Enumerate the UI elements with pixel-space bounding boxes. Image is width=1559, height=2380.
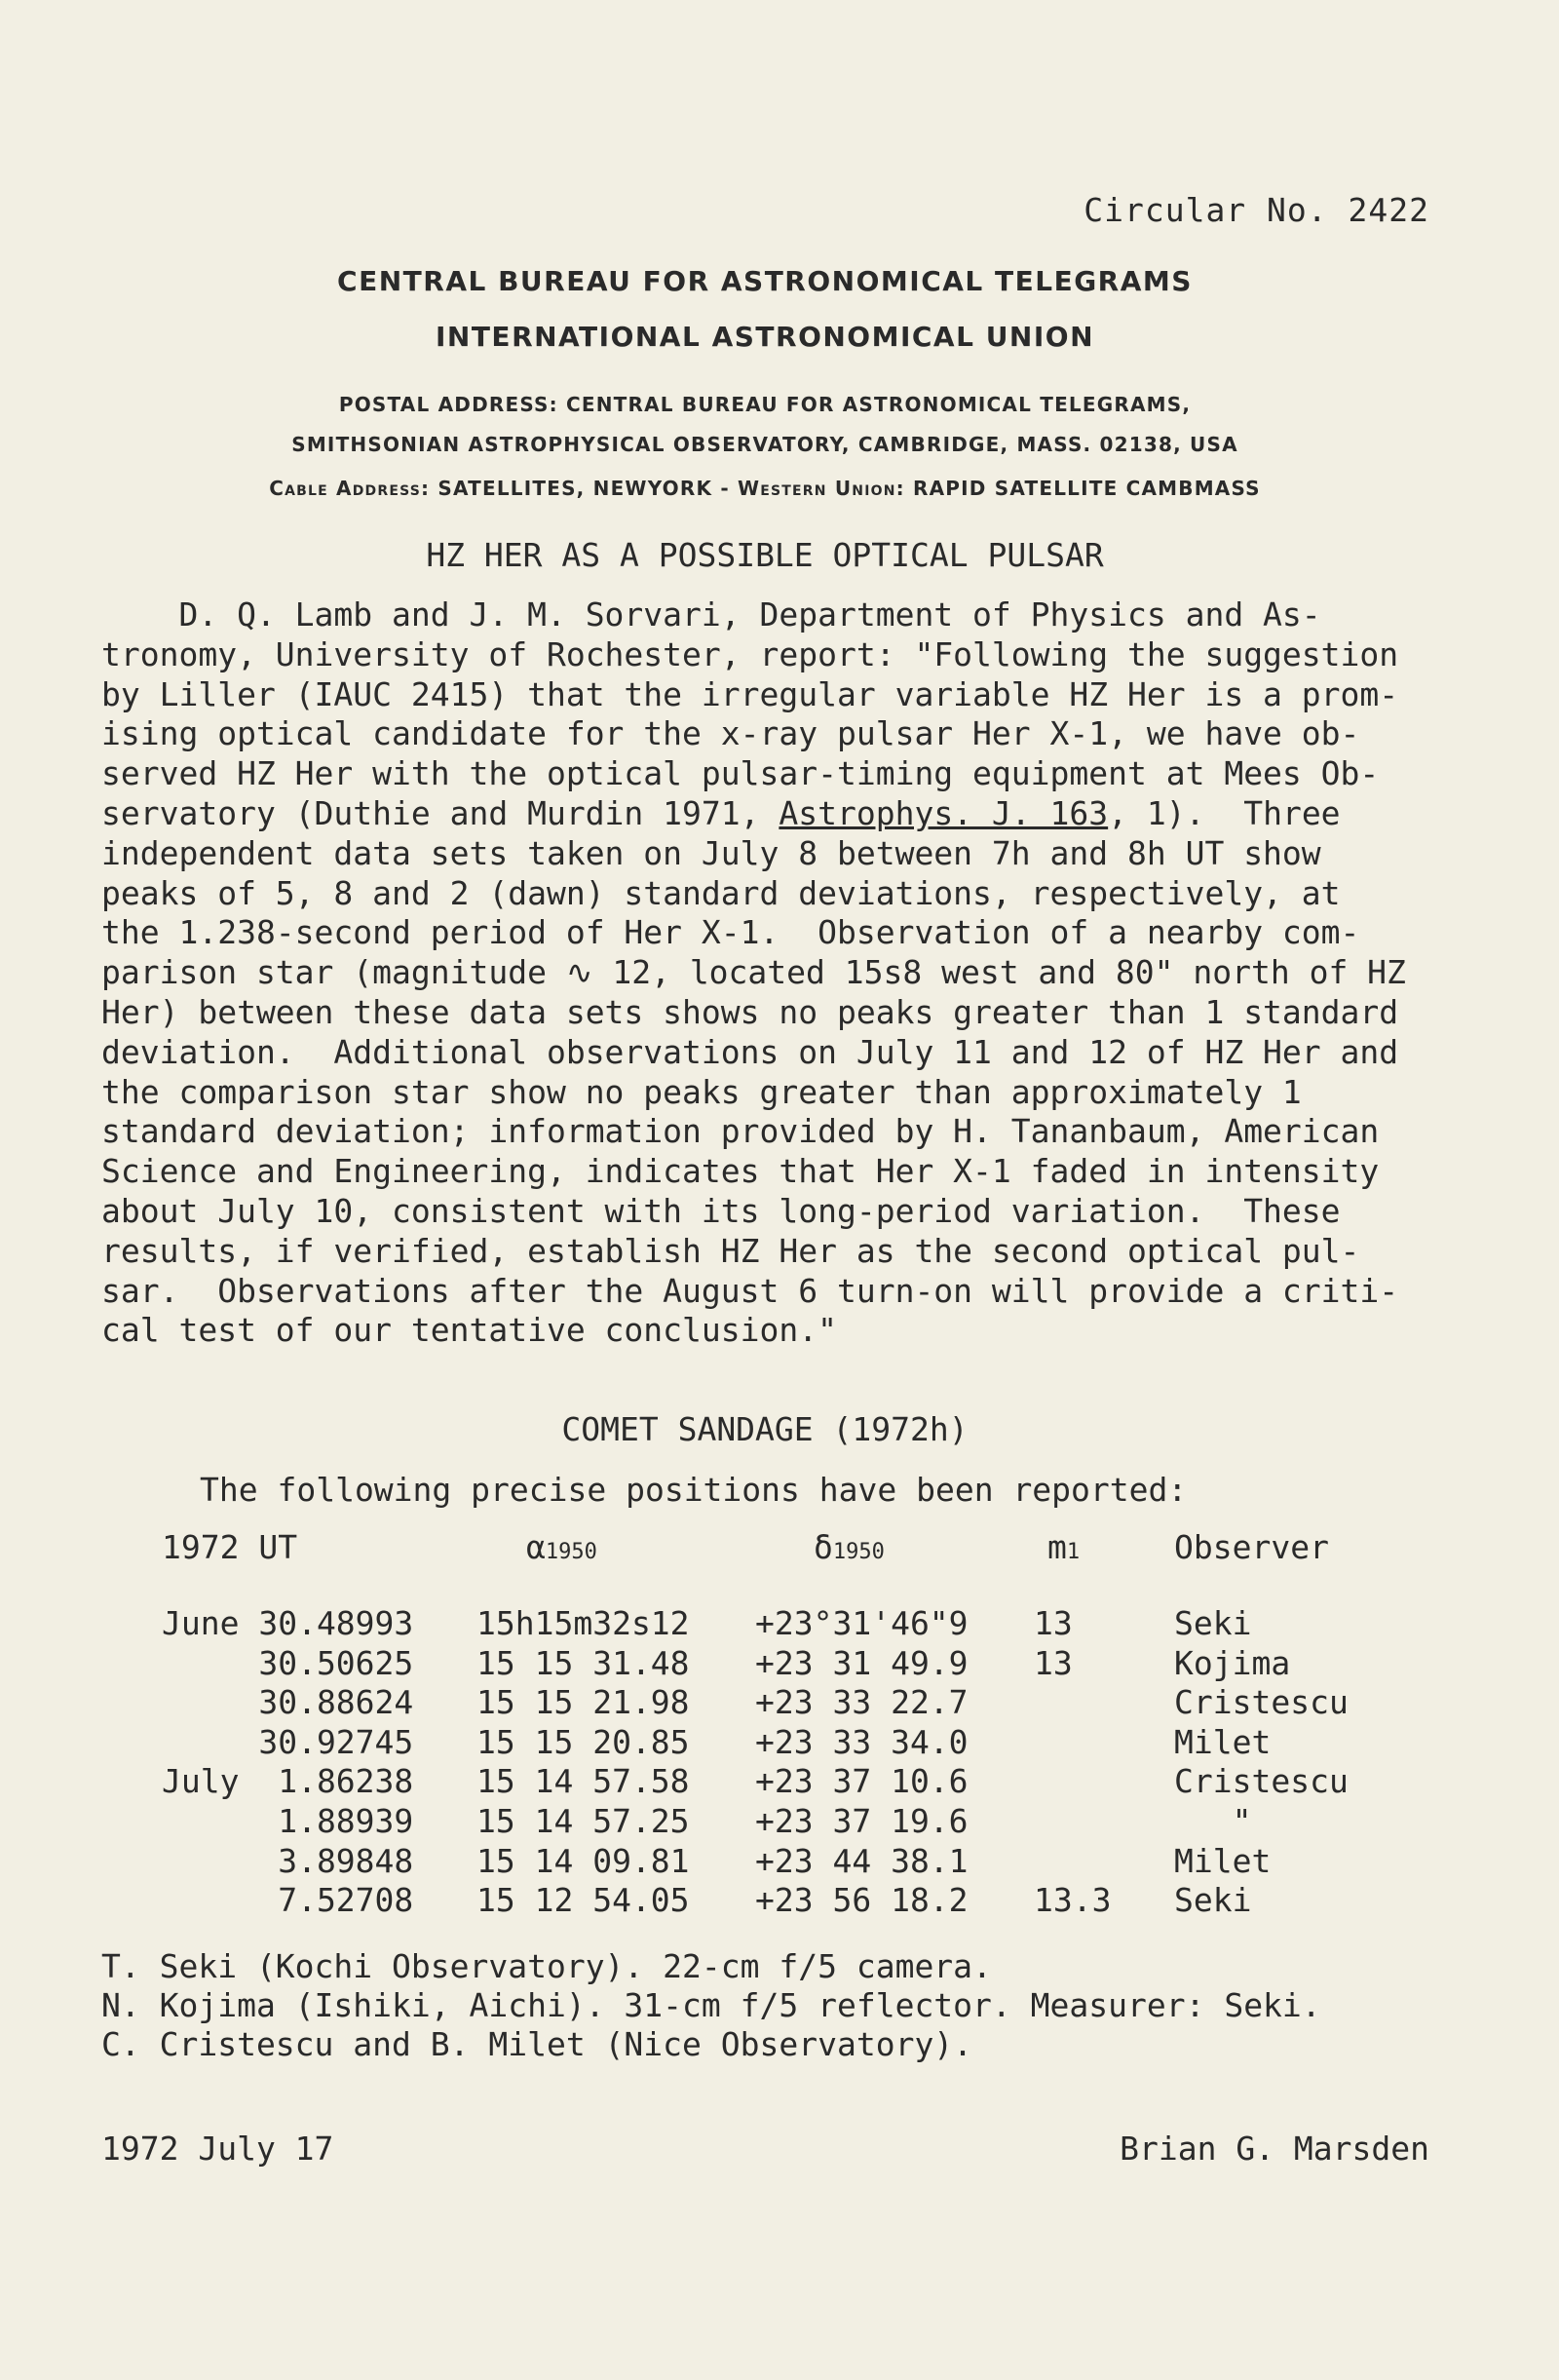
body-line: results, if verified, establish HZ Her as the second optical pul- (101, 1231, 1360, 1270)
position-mag: 13.3 (1034, 1881, 1112, 1920)
position-dec: +23 37 19.6 (755, 1802, 969, 1840)
mag-symbol: m (1047, 1528, 1067, 1566)
dec-symbol: δ (814, 1528, 833, 1566)
body-line: parison star (magnitude ∿ 12, located 15s8 west and 80" north of HZ (101, 953, 1406, 992)
position-ra: 15 14 57.25 (476, 1802, 690, 1840)
position-ra: 15h15m32s12 (476, 1604, 690, 1642)
comet-intro: The following precise positions have been reported: (200, 1471, 1188, 1509)
position-observer: Milet (1174, 1722, 1272, 1761)
ra-symbol: α (526, 1528, 546, 1566)
position-dec: +23 33 34.0 (755, 1722, 969, 1761)
position-date: 30.88624 (162, 1683, 414, 1722)
mag-subscript: 1 (1066, 1540, 1081, 1564)
note-line: N. Kojima (Ishiki, Aichi). 31-cm f/5 reflector. Measurer: Seki. (101, 1986, 1321, 2024)
position-date: June 30.48993 (162, 1604, 414, 1642)
body-line: the 1.238-second period of Her X-1. Observation of a nearby com- (101, 913, 1360, 952)
body-line: about July 10, consistent with its long-period variation. These (101, 1191, 1341, 1230)
position-observer: Milet (1174, 1841, 1272, 1880)
body-line: standard deviation; information provided by H. Tananbaum, American (101, 1112, 1380, 1151)
body-line: ising optical candidate for the x-ray pulsar Her X-1, we have ob- (101, 714, 1360, 753)
position-dec: +23 44 38.1 (755, 1841, 969, 1880)
column-header-date: 1972 UT (162, 1528, 298, 1566)
body-line: servatory (Duthie and Murdin 1971, (101, 793, 780, 832)
article-title-pulsar: HZ HER AS A POSSIBLE OPTICAL PULSAR (426, 536, 1104, 574)
position-observer: Cristescu (1174, 1762, 1349, 1801)
postal-address-line-2: SMITHSONIAN ASTROPHYSICAL OBSERVATORY, CAMBRIDGE, MASS. 02138, USA (291, 433, 1238, 456)
position-ra: 15 14 09.81 (476, 1841, 690, 1880)
position-dec: +23°31'46"9 (755, 1604, 969, 1642)
body-line: Science and Engineering, indicates that Her X-1 faded in intensity (101, 1152, 1380, 1191)
position-ra: 15 14 57.58 (476, 1762, 690, 1801)
union-name: INTERNATIONAL ASTRONOMICAL UNION (435, 321, 1095, 353)
journal-citation: Astrophys. J. 163 (779, 793, 1109, 832)
body-line: tronomy, University of Rochester, report: "Following the suggestion (101, 634, 1399, 673)
article-title-comet: COMET SANDAGE (1972h) (561, 1410, 969, 1448)
position-mag: 13 (1034, 1604, 1073, 1642)
body-line-tail: , 1). Three (1108, 793, 1341, 832)
body-line: independent data sets taken on July 8 between 7h and 8h UT show (101, 833, 1321, 872)
bureau-name: CENTRAL BUREAU FOR ASTRONOMICAL TELEGRAMS (337, 265, 1193, 297)
cable-address: Cable Address: SATELLITES, NEWYORK - Western Union: RAPID SATELLITE CAMBMASS (269, 477, 1261, 500)
issue-date: 1972 July 17 (101, 2130, 334, 2168)
position-ra: 15 15 20.85 (476, 1722, 690, 1761)
position-dec: +23 31 49.9 (755, 1643, 969, 1682)
position-observer: Seki (1174, 1881, 1252, 1920)
column-header-mag (1047, 1528, 1080, 1566)
body-line-citation (101, 794, 1446, 834)
position-ra: 15 15 21.98 (476, 1683, 690, 1722)
body-line: served HZ Her with the optical pulsar-timing equipment at Mees Ob- (101, 754, 1380, 793)
column-header-ra (526, 1528, 597, 1566)
position-date: 30.50625 (162, 1643, 414, 1682)
position-mag: 13 (1034, 1643, 1073, 1682)
body-line: cal test of our tentative conclusion." (101, 1311, 837, 1350)
body-line: D. Q. Lamb and J. M. Sorvari, Department of Physics and As- (101, 595, 1321, 633)
position-observer: Seki (1174, 1604, 1252, 1642)
position-date: 3.89848 (162, 1841, 414, 1880)
position-dec: +23 33 22.7 (755, 1683, 969, 1722)
note-line: C. Cristescu and B. Milet (Nice Observatory). (101, 2025, 973, 2063)
position-observer: " (1174, 1802, 1252, 1840)
position-date: 30.92745 (162, 1722, 414, 1761)
article-body-pulsar (101, 595, 1446, 1351)
position-dec: +23 56 18.2 (755, 1881, 969, 1920)
body-line: the comparison star show no peaks greater than approximately 1 (101, 1072, 1302, 1111)
signature: Brian G. Marsden (1120, 2130, 1429, 2168)
position-observer: Cristescu (1174, 1683, 1349, 1722)
postal-address-line-1: POSTAL ADDRESS: CENTRAL BUREAU FOR ASTRONOMICAL TELEGRAMS, (338, 393, 1192, 416)
position-date: July 1.86238 (162, 1762, 414, 1801)
column-header-dec (814, 1528, 885, 1566)
body-line: deviation. Additional observations on July 11 and 12 of HZ Her and (101, 1032, 1399, 1071)
body-line: by Liller (IAUC 2415) that the irregular variable HZ Her is a prom- (101, 674, 1399, 713)
dec-epoch: 1950 (832, 1540, 885, 1564)
body-line: peaks of 5, 8 and 2 (dawn) standard deviations, respectively, at (101, 873, 1341, 912)
position-observer: Kojima (1174, 1643, 1291, 1682)
position-ra: 15 12 54.05 (476, 1881, 690, 1920)
position-dec: +23 37 10.6 (755, 1762, 969, 1801)
ra-epoch: 1950 (545, 1540, 597, 1564)
position-date: 1.88939 (162, 1802, 414, 1840)
column-header-observer: Observer (1174, 1528, 1329, 1566)
position-ra: 15 15 31.48 (476, 1643, 690, 1682)
observer-notes (101, 1947, 1321, 2064)
position-date: 7.52708 (162, 1881, 414, 1920)
body-line: Her) between these data sets shows no peaks greater than 1 standard (101, 992, 1399, 1031)
note-line: T. Seki (Kochi Observatory). 22-cm f/5 camera. (101, 1947, 992, 1985)
body-line: sar. Observations after the August 6 turn-on will provide a criti- (101, 1271, 1399, 1310)
circular-number: Circular No. 2422 (1084, 191, 1429, 229)
